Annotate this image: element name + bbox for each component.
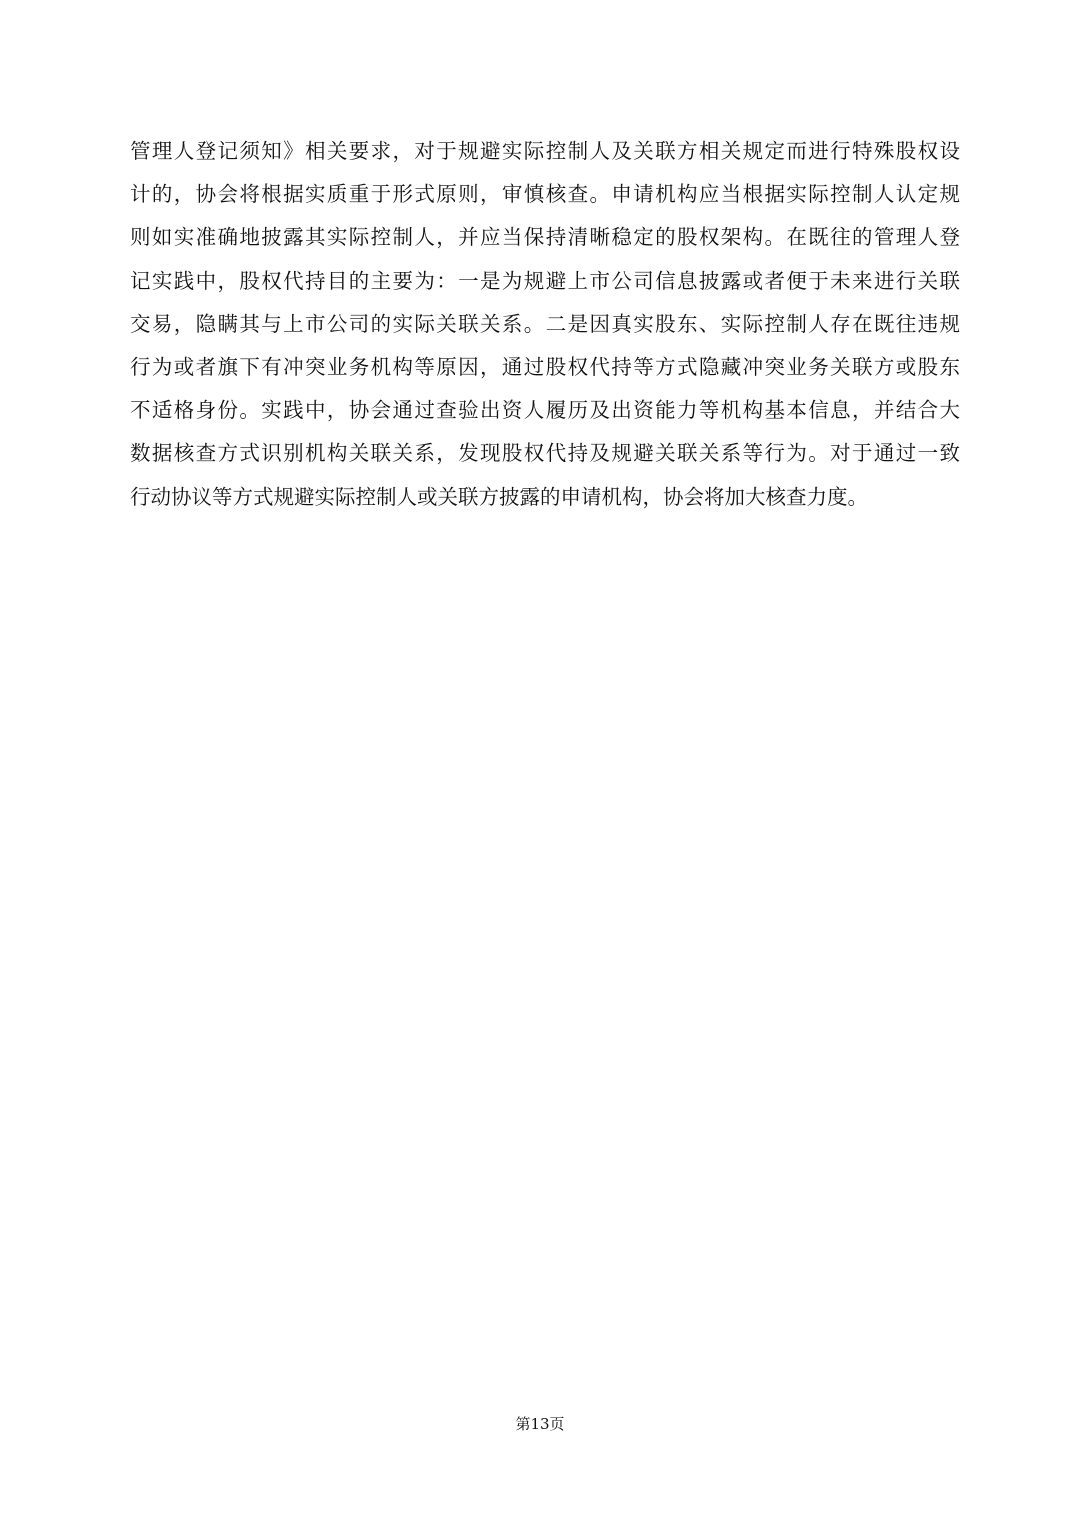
paragraph-line: 则如实准确地披露其实际控制人，并应当保持清晰稳定的股权架构。在既往的管理人登 [130,225,960,250]
paragraph-line: 不适格身份。实践中，协会通过查验出资人履历及出资能力等机构基本信息，并结合大 [130,398,960,423]
paragraph-line: 计的，协会将根据实质重于形式原则，审慎核查。申请机构应当根据实际控制人认定规 [130,182,960,207]
paragraph-line: 数据核查方式识别机构关联关系，发现股权代持及规避关联关系等行为。对于通过一致 [130,441,960,466]
page-number: 第13页 [515,1415,565,1433]
paragraph-line: 行为或者旗下有冲突业务机构等原因，通过股权代持等方式隐藏冲突业务关联方或股东 [130,354,960,379]
paragraph-line: 行动协议等方式规避实际控制人或关联方披露的申请机构，协会将加大核查力度。 [130,484,868,509]
paragraph-line: 交易，隐瞒其与上市公司的实际关联关系。二是因真实股东、实际控制人存在既往违规 [130,311,960,336]
paragraph-line: 管理人登记须知》相关要求，对于规避实际控制人及关联方相关规定而进行特殊股权设 [130,139,960,163]
paragraph-line: 记实践中，股权代持目的主要为：一是为规避上市公司信息披露或者便于未来进行关联 [130,268,960,293]
body-paragraph [130,130,960,519]
